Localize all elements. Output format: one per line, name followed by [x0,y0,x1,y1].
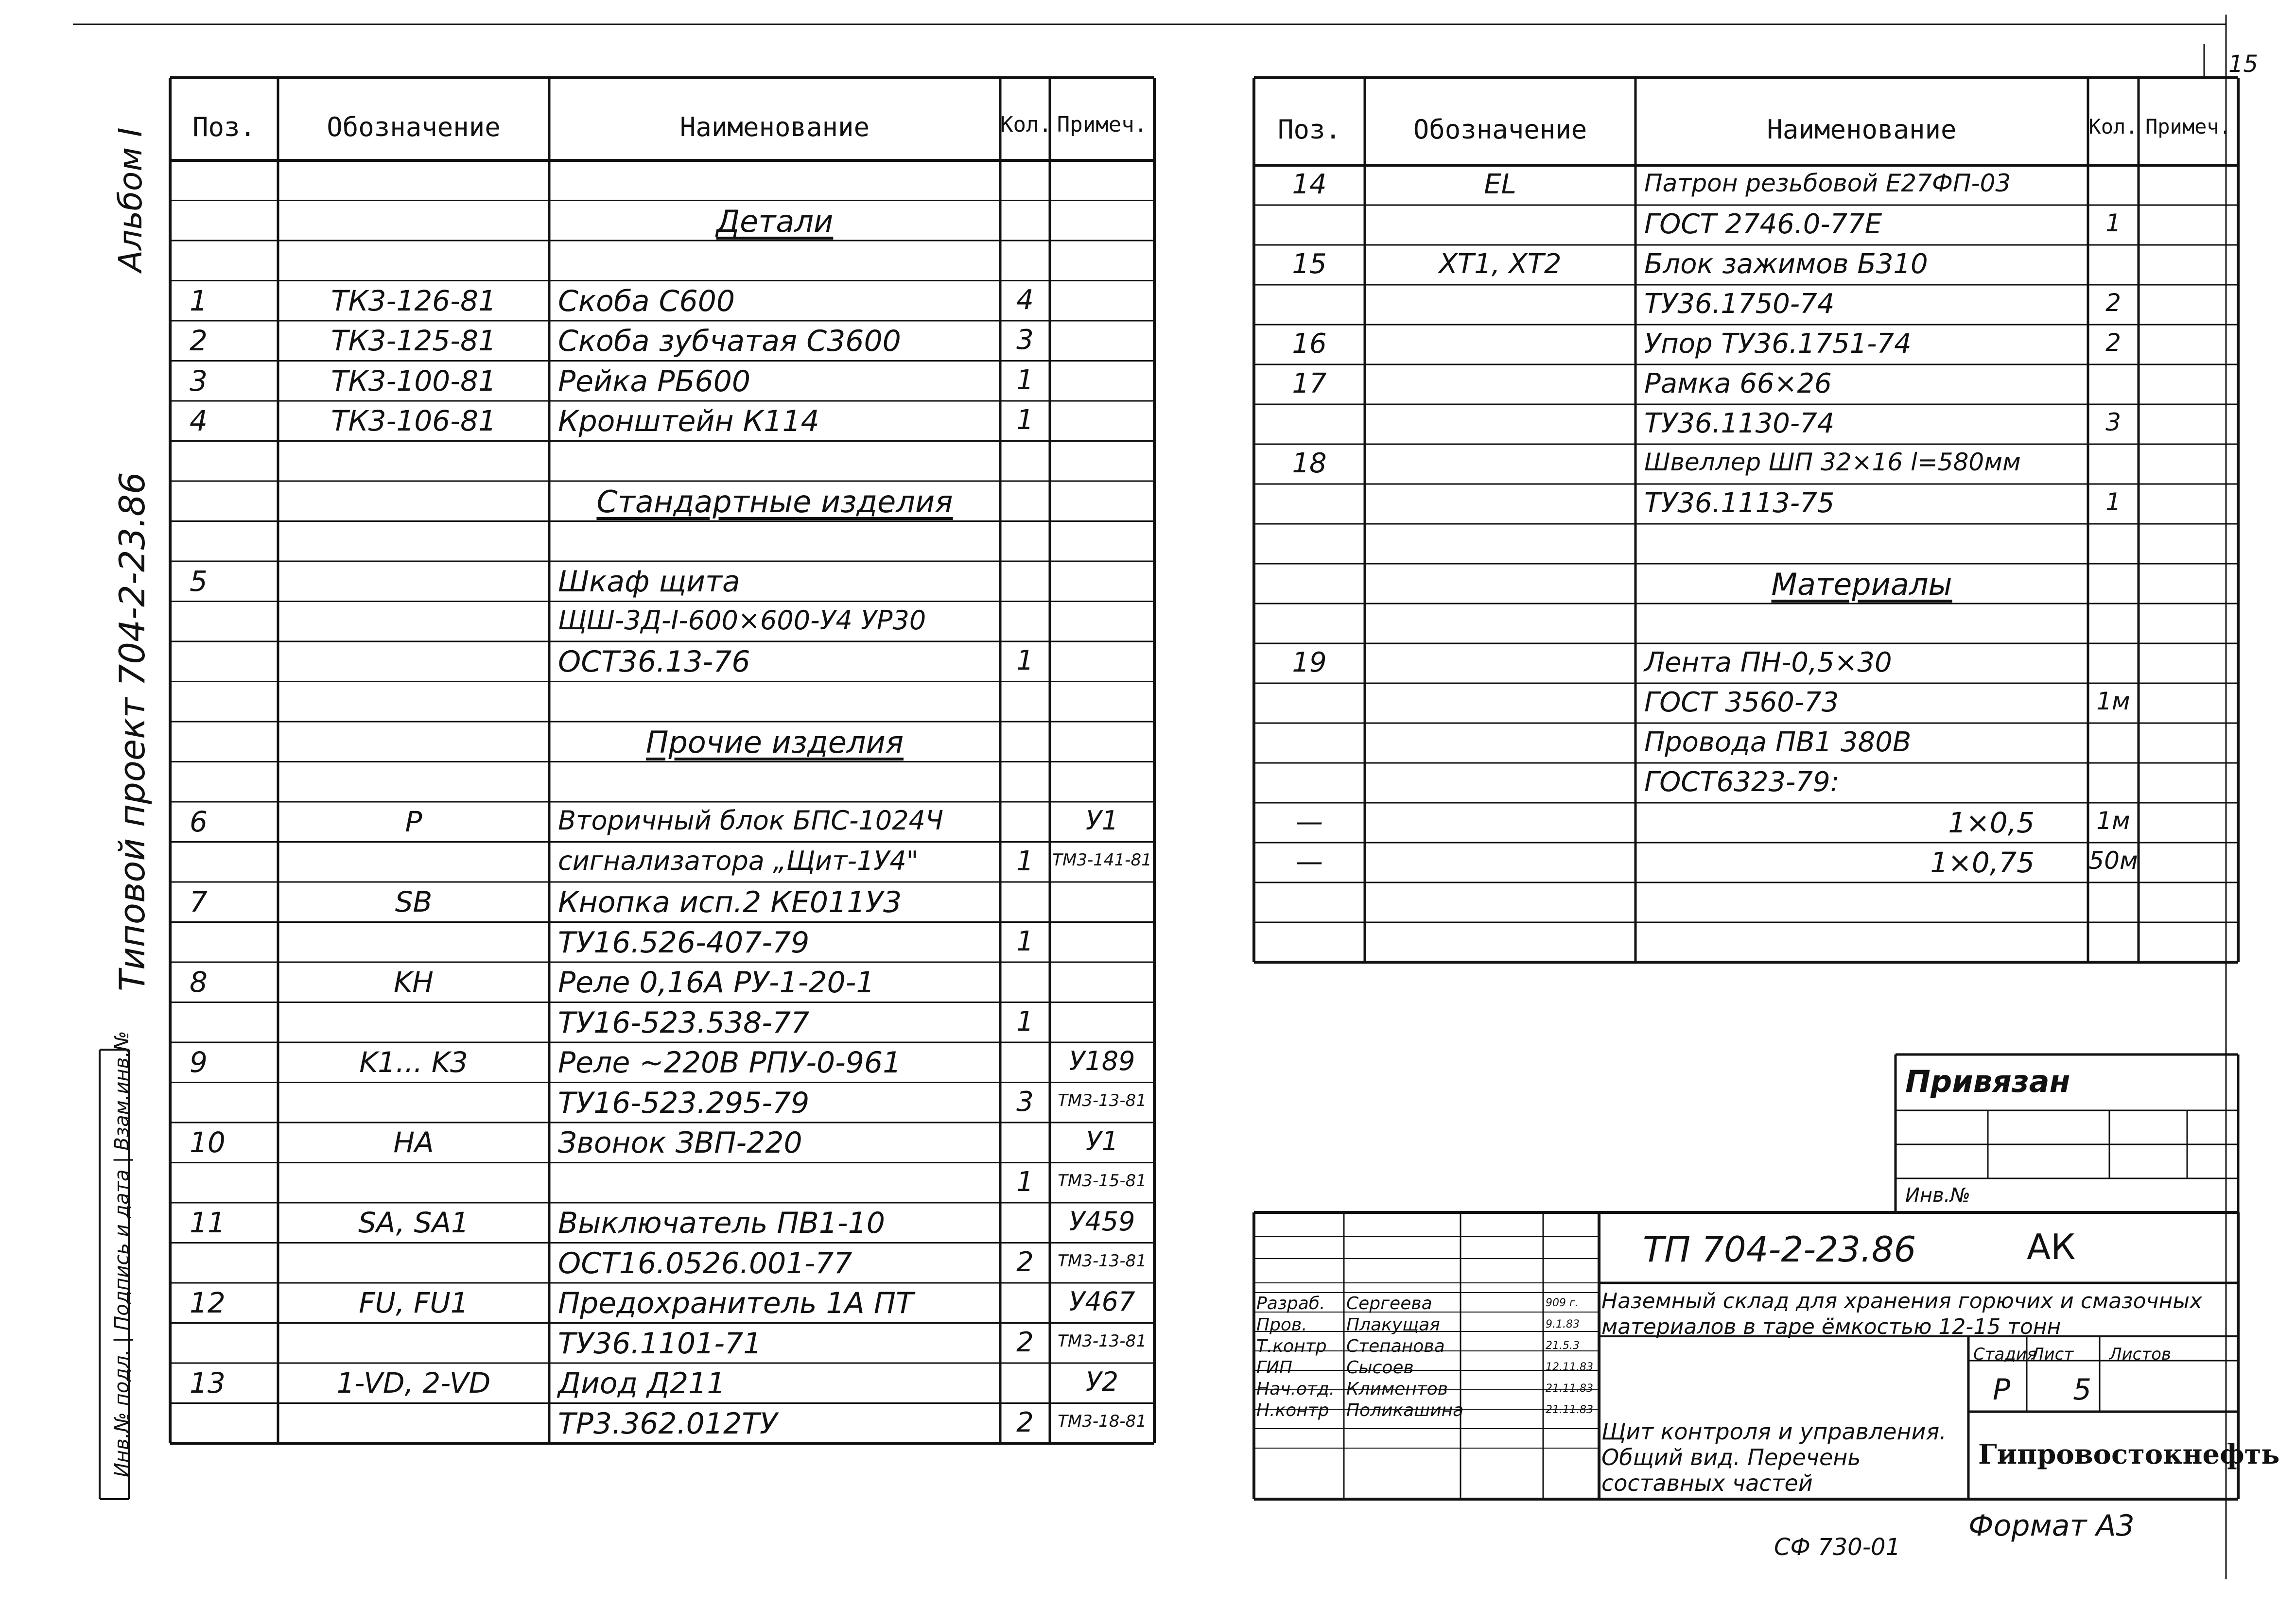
table-row-name: ГОСТ 3560-73 [1644,687,1839,718]
sheet-corner-number: 15 [2228,51,2259,78]
doc-code: ТП 704-2-23.86 [1643,1229,1916,1270]
section-heading: Материалы [1771,567,1952,602]
table-row-qty: 1м [2096,687,2130,715]
table-row-qty: 2 [1016,1246,1034,1278]
table-row-name: Кнопка исп.2 КЕ011У3 [558,885,902,919]
table-row-name: Скоба С600 [558,284,735,318]
table-row-name: ТУ36.1113-75 [1644,487,1835,519]
table-row-name: Диод Д211 [558,1366,726,1400]
table-row-designation: P [405,805,422,838]
section-heading: Детали [716,203,834,239]
inv-stamp-box: Инв.№ подл. | Подпись и дата | Взам.инв.№ [111,1031,133,1477]
table-row-designation: KH [394,966,434,999]
table-row-qty: 1 [1016,1166,1034,1198]
table-row-note: ТМ3-15-81 [1058,1171,1147,1191]
role-date: 21.11.83 [1546,1404,1593,1416]
table-row-designation: K1... K3 [359,1046,468,1079]
table-row-note: У459 [1069,1206,1135,1237]
table-row-qty: 1 [1016,364,1034,396]
organization: Гипровостокнефть [1978,1438,2280,1470]
table-row-pos: 12 [190,1286,226,1319]
header-name: Наименование [679,112,870,142]
table-row-name: ТУ16-523.295-79 [558,1086,810,1120]
role-label: Нач.отд. [1256,1379,1335,1399]
table-row-qty: 1м [2096,807,2130,835]
stage-label: Стадия [1973,1345,2037,1364]
header-note: Примеч. [2145,115,2231,138]
table-row-note: У1 [1085,1126,1119,1157]
table-row-name: Вторичный блок БПС-1024Ч [558,805,943,836]
table-row-name: Рейка РБ600 [558,364,751,398]
table-row-name: Реле 0,16А РУ-1-20-1 [558,966,875,1000]
table-row-name: Патрон резьбовой Е27ФП-03 [1644,169,2011,197]
table-row-note: ТМ3-141-81 [1052,850,1152,870]
table-row-pos: 13 [190,1366,226,1400]
header-designation: Обозначение [1413,114,1587,145]
table-row-name: Блок зажимов Б310 [1644,248,1928,280]
privyazan-title: Привязан [1905,1064,2070,1099]
table-row-pos: 6 [190,805,208,838]
role-name: Сергеева [1346,1294,1432,1313]
object-name: Наземный склад для хранения горючих и смазочных материалов в таре ёмкостью 12-15 тонн [1601,1289,2203,1339]
header-qty: Кол. [1000,112,1052,137]
album-label: Альбом I [112,127,149,272]
role-name: Поликашина [1346,1400,1464,1420]
role-name: Климентов [1346,1379,1448,1399]
table-row-pos: 14 [1292,169,1327,200]
header-designation: Обозначение [327,112,501,142]
table-row-qty: 3 [1016,1086,1034,1118]
table-row-qty: 1 [2105,209,2121,237]
section-heading: Стандартные изделия [596,484,953,519]
table-row-name: ГОСТ6323-79: [1644,766,1840,798]
table-row-pos: 17 [1292,368,1327,399]
table-row-name: Упор ТУ36.1751-74 [1644,328,1912,360]
table-row-name: ТУ36.1130-74 [1644,408,1835,439]
table-row-designation: ТК3-125-81 [331,324,496,357]
table-row-name: ТР3.362.012ТУ [558,1406,778,1441]
sheet-label: Лист [2032,1345,2074,1364]
table-row-pos: 2 [190,324,208,357]
table-row-pos: 5 [190,565,208,598]
table-row-name: Лента ПН-0,5×30 [1644,647,1892,678]
sheet-value: 5 [2073,1373,2092,1407]
table-row-designation: ТК3-106-81 [331,404,496,437]
table-row-name: Реле ~220В РПУ-0-961 [558,1046,902,1080]
table-row-pos: 1 [190,284,208,317]
table-row-pos: 4 [190,404,208,437]
table-row-name: ТУ36.1750-74 [1644,288,1835,320]
table-row-name: ОСТ36.13-76 [558,645,750,679]
table-row-qty: 3 [1016,324,1034,356]
project-label: Типовой проект 704-2-23.86 [112,472,153,991]
header-note: Примеч. [1057,112,1148,137]
table-row-note: ТМ3-13-81 [1058,1331,1147,1351]
table-row-qty: 1 [1016,845,1034,877]
table-row-name: ТУ16.526-407-79 [558,925,810,960]
table-row-qty: 1 [2105,488,2121,516]
table-row-qty: 2 [1016,1326,1034,1358]
table-row-name: Предохранитель 1А ПТ [558,1286,914,1320]
format-label: Формат А3 [1968,1509,2135,1543]
table-row-note: ТМ3-13-81 [1058,1251,1147,1271]
role-date: 21.5.3 [1546,1340,1580,1352]
section-heading: Прочие изделия [645,725,904,760]
table-row-name: ОСТ16.0526.001-77 [558,1246,852,1280]
table-row-name: ЩШ-3Д-I-600×600-У4 УР30 [558,605,926,636]
role-label: Н.контр [1256,1400,1329,1420]
table-row-designation: SA, SA1 [358,1206,469,1239]
header-pos: Поз. [1277,114,1341,145]
table-row-designation: 1-VD, 2-VD [336,1366,491,1400]
table-row-name: Кронштейн К114 [558,404,819,438]
table-row-name: Выключатель ПВ1-10 [558,1206,885,1240]
table-row-note: У189 [1069,1046,1135,1076]
table-row-qty: 2 [1016,1406,1034,1438]
role-name: Плакущая [1346,1315,1440,1335]
table-row-qty: 50м [2088,847,2138,875]
table-row-qty: 1 [1016,925,1034,957]
table-row-designation: XT1, XT2 [1439,248,1562,280]
privyazan-inv-label: Инв.№ [1905,1184,1970,1207]
table-row-designation: EL [1484,169,1516,200]
table-row-name: Звонок ЗВП-220 [558,1126,802,1160]
role-name: Сысоев [1346,1358,1414,1378]
table-row-pos: — [1296,806,1323,838]
table-row-qty: 4 [1016,284,1034,316]
table-row-name: сигнализатора „Щит-1У4" [558,845,919,876]
table-row-designation: SB [395,885,433,918]
table-row-name: ТУ36.1101-71 [558,1326,762,1361]
table-row-pos: 9 [190,1046,208,1079]
header-qty: Кол. [2088,115,2138,138]
table-row-pos: — [1296,846,1323,878]
role-name: Степанова [1346,1336,1445,1356]
role-label: Разраб. [1256,1294,1325,1313]
sheets-label: Листов [2109,1345,2172,1364]
table-row-pos: 10 [190,1126,226,1159]
table-row-name: Провода ПВ1 380В [1644,726,1912,758]
role-label: ГИП [1256,1358,1293,1378]
table-row-name: ГОСТ 2746.0-77Е [1644,208,1882,240]
table-row-pos: 8 [190,966,208,999]
table-row-designation: ТК3-126-81 [331,284,496,317]
table-row-qty: 2 [2105,289,2121,317]
table-row-pos: 19 [1292,647,1327,678]
table-row-name: Рамка 66×26 [1644,368,1832,399]
table-row-qty: 2 [2105,328,2121,357]
role-label: Пров. [1256,1315,1307,1335]
role-date: 12.11.83 [1546,1361,1593,1373]
header-pos: Поз. [192,112,256,142]
table-row-name: 1×0,75 [1930,846,2035,879]
table-row-qty: 1 [1016,404,1034,436]
table-row-name: Скоба зубчатая С3600 [558,324,901,358]
table-row-name: Шкаф щита [558,565,740,599]
table-row-pos: 11 [190,1206,226,1239]
table-row-note: У467 [1069,1286,1135,1317]
header-name: Наименование [1767,114,1957,145]
drawing-title: Щит контроля и управления. Общий вид. Перечень составных частей [1601,1418,1947,1496]
table-row-name: ТУ16-523.538-77 [558,1005,810,1040]
table-row-pos: 3 [190,364,208,397]
table-row-designation: HA [393,1126,434,1159]
table-row-pos: 15 [1292,248,1327,280]
table-row-designation: FU, FU1 [359,1286,469,1319]
table-row-qty: 3 [2105,408,2121,436]
role-date: 909 г. [1546,1297,1579,1309]
table-row-pos: 18 [1292,448,1327,479]
table-row-qty: 1 [1016,645,1034,676]
table-row-pos: 16 [1292,328,1327,360]
table-row-qty: 1 [1016,1005,1034,1037]
bottom-code: СФ 730-01 [1774,1534,1901,1561]
role-date: 21.11.83 [1546,1382,1593,1395]
table-row-note: У1 [1085,805,1119,836]
table-row-note: У2 [1085,1366,1119,1397]
doc-mark: АК [2027,1227,2076,1267]
table-row-pos: 7 [190,885,208,918]
role-date: 9.1.83 [1546,1318,1580,1331]
table-row-name: 1×0,5 [1948,806,2035,839]
stage-value: Р [1993,1373,2011,1407]
table-row-name: Швеллер ШП 32×16 l=580мм [1644,448,2021,476]
role-label: Т.контр [1256,1336,1327,1356]
table-row-note: ТМ3-13-81 [1058,1090,1147,1110]
table-row-note: ТМ3-18-81 [1058,1411,1147,1431]
table-row-designation: ТК3-100-81 [331,364,496,397]
